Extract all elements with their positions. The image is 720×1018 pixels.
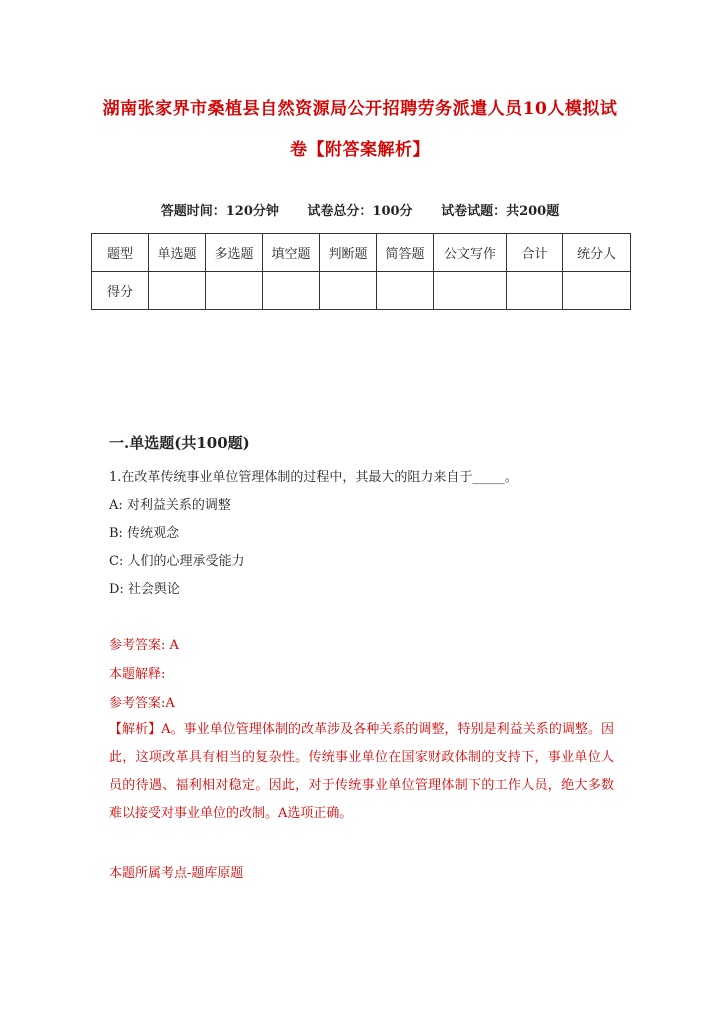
table-header-cell: 判断题 — [320, 234, 377, 272]
score-table-score-row — [92, 272, 631, 310]
table-header-cell: 统分人 — [563, 234, 631, 272]
score-row-label: 得分 — [92, 272, 149, 310]
question-stem: 1.在改革传统事业单位管理体制的过程中，其最大的阻力来自于_____。 — [109, 470, 518, 485]
score-cell — [507, 272, 563, 310]
reference-answer: 参考答案: A — [109, 638, 179, 653]
score-cell — [377, 272, 434, 310]
table-header-cell: 多选题 — [206, 234, 263, 272]
score-cell — [434, 272, 507, 310]
exam-info — [60, 200, 660, 219]
exam-total-score: 试卷总分：100分 — [307, 204, 413, 219]
knowledge-point: 本题所属考点-题库原题 — [109, 866, 244, 881]
explanation-label: 本题解释: — [109, 667, 166, 682]
table-header-cell: 填空题 — [263, 234, 320, 272]
score-cell — [206, 272, 263, 310]
table-header-cell: 公文写作 — [434, 234, 507, 272]
option-b: B: 传统观念 — [109, 526, 180, 541]
table-header-cell: 单选题 — [149, 234, 206, 272]
exam-time: 答题时间：120分钟 — [160, 204, 279, 219]
score-cell — [263, 272, 320, 310]
reference-answer-repeat: 参考答案:A — [109, 696, 175, 711]
table-header-cell: 题型 — [92, 234, 149, 272]
score-cell — [320, 272, 377, 310]
section-heading: 一.单选题(共100题) — [109, 434, 250, 452]
option-a: A: 对利益关系的调整 — [109, 498, 231, 513]
score-table — [91, 233, 631, 310]
score-cell — [563, 272, 631, 310]
option-c: C: 人们的心理承受能力 — [109, 554, 245, 569]
score-cell — [149, 272, 206, 310]
document-title-line-1: 湖南张家界市桑植县自然资源局公开招聘劳务派遣人员10人模拟试 — [102, 99, 618, 119]
table-header-cell: 简答题 — [377, 234, 434, 272]
document-title-line-2: 卷【附答案解析】 — [290, 140, 430, 160]
answer-explanation: 【解析】A。事业单位管理体制的改革涉及各种关系的调整，特别是利益关系的调整。因此，这项改革具有相当的复杂性。传统事业单位在国家财政体制的支持下，事业单位人员的待遇、福利相对稳定。因此，对于传统事业单位管理体制下的工作人员，绝大多数难以接受对事业单位的改制。A选项正确。 — [109, 722, 614, 821]
option-d: D: 社会舆论 — [109, 582, 180, 597]
exam-question-count: 试卷试题：共200题 — [441, 204, 560, 219]
table-header-cell: 合计 — [507, 234, 563, 272]
score-table-header-row — [92, 234, 631, 272]
